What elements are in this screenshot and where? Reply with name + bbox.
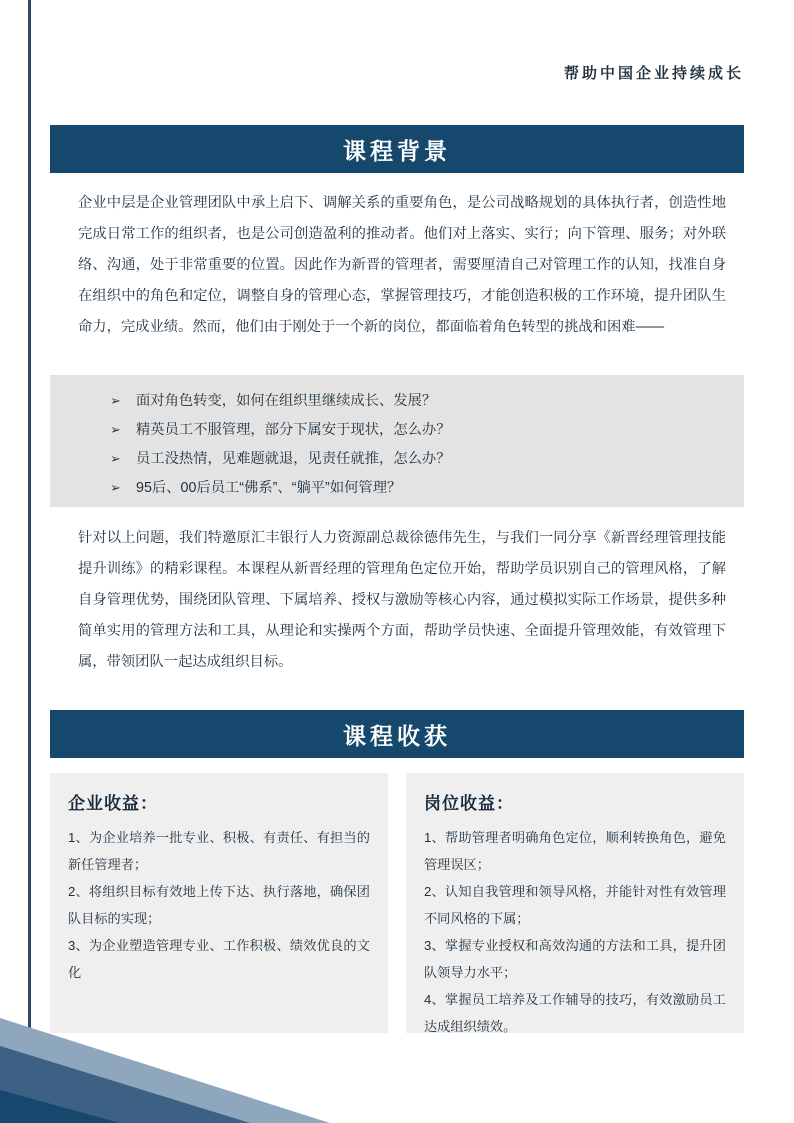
company-gains-line: 3、为企业塑造管理专业、工作积极、绩效优良的文化: [68, 938, 370, 980]
list-item: [110, 416, 744, 444]
list-item: [110, 474, 744, 502]
list-item-label: 员工没热情，见难题就退，见责任就推，怎么办？: [136, 451, 451, 467]
list-item-label: 面对角色转变，如何在组织里继续成长、发展？: [136, 393, 437, 409]
section-title-course-background: 课程背景: [50, 125, 744, 173]
list-item: [110, 387, 744, 415]
position-gains-card: [406, 773, 744, 1033]
course-background-solution: 针对以上问题，我们特邀原汇丰银行人力资源副总裁徐德伟先生，与我们一同分享《新晋经理管理技能提升训练》的精彩课程。本课程从新晋经理的管理角色定位开始，帮助学员识别自己的管理风格，了解自身管理优势，围绕团队管理、下属培养、授权与激励等核心内容，通过模拟实际工作场景，提供多种简单实用的管理方法和工具，从理论和实操两个方面，帮助学员快速、全面提升管理效能，有效管理下属，带领团队一起达成组织目标。: [78, 530, 726, 670]
arrow-bullet-icon: ➢: [110, 393, 121, 408]
page-header-tagline: 帮助中国企业持续成长: [563, 65, 744, 82]
company-gains-card: [50, 773, 388, 1033]
course-background-bullet-box: [50, 375, 744, 507]
position-gains-line: 3、掌握专业授权和高效沟通的方法和工具，提升团队领导力水平；: [424, 938, 726, 980]
section-title-course-gains: 课程收获: [50, 710, 744, 758]
company-gains-line: 1、为企业培养一批专业、积极、有责任、有担当的新任管理者；: [68, 830, 370, 872]
position-gains-title: 岗位收益：: [424, 794, 514, 813]
arrow-bullet-icon: ➢: [110, 422, 121, 437]
position-gains-line: 2、认知自我管理和领导风格，并能针对性有效管理不同风格的下属；: [424, 884, 726, 926]
arrow-bullet-icon: ➢: [110, 451, 121, 466]
list-item: [110, 445, 744, 473]
position-gains-line: 4、掌握员工培养及工作辅导的技巧，有效激励员工达成组织绩效。: [424, 992, 726, 1034]
list-item-label: 精英员工不服管理，部分下属安于现状，怎么办？: [136, 422, 451, 438]
company-gains-title: 企业收益：: [68, 794, 158, 813]
left-vertical-rule: [28, 0, 31, 1123]
arrow-bullet-icon: ➢: [110, 480, 121, 495]
company-gains-line: 2、将组织目标有效地上传下达、执行落地，确保团队目标的实现；: [68, 884, 370, 926]
list-item-label: 95后、00后员工“佛系”、“躺平”如何管理？: [136, 480, 402, 496]
course-background-intro: 企业中层是企业管理团队中承上启下、调解关系的重要角色，是公司战略规划的具体执行者，创造性地完成日常工作的组织者，也是公司创造盈利的推动者。他们对上落实、实行；向下管理、服务；对外联络、沟通，处于非常重要的位置。因此作为新晋的管理者，需要厘清自己对管理工作的认知，找准自身在组织中的角色和定位，调整自身的管理心态，掌握管理技巧，才能创造积极的工作环境，提升团队生命力，完成业绩。然而，他们由于刚处于一个新的岗位，都面临着角色转型的挑战和困难——: [78, 195, 726, 335]
position-gains-line: 1、帮助管理者明确角色定位，顺利转换角色，避免管理误区；: [424, 830, 726, 872]
